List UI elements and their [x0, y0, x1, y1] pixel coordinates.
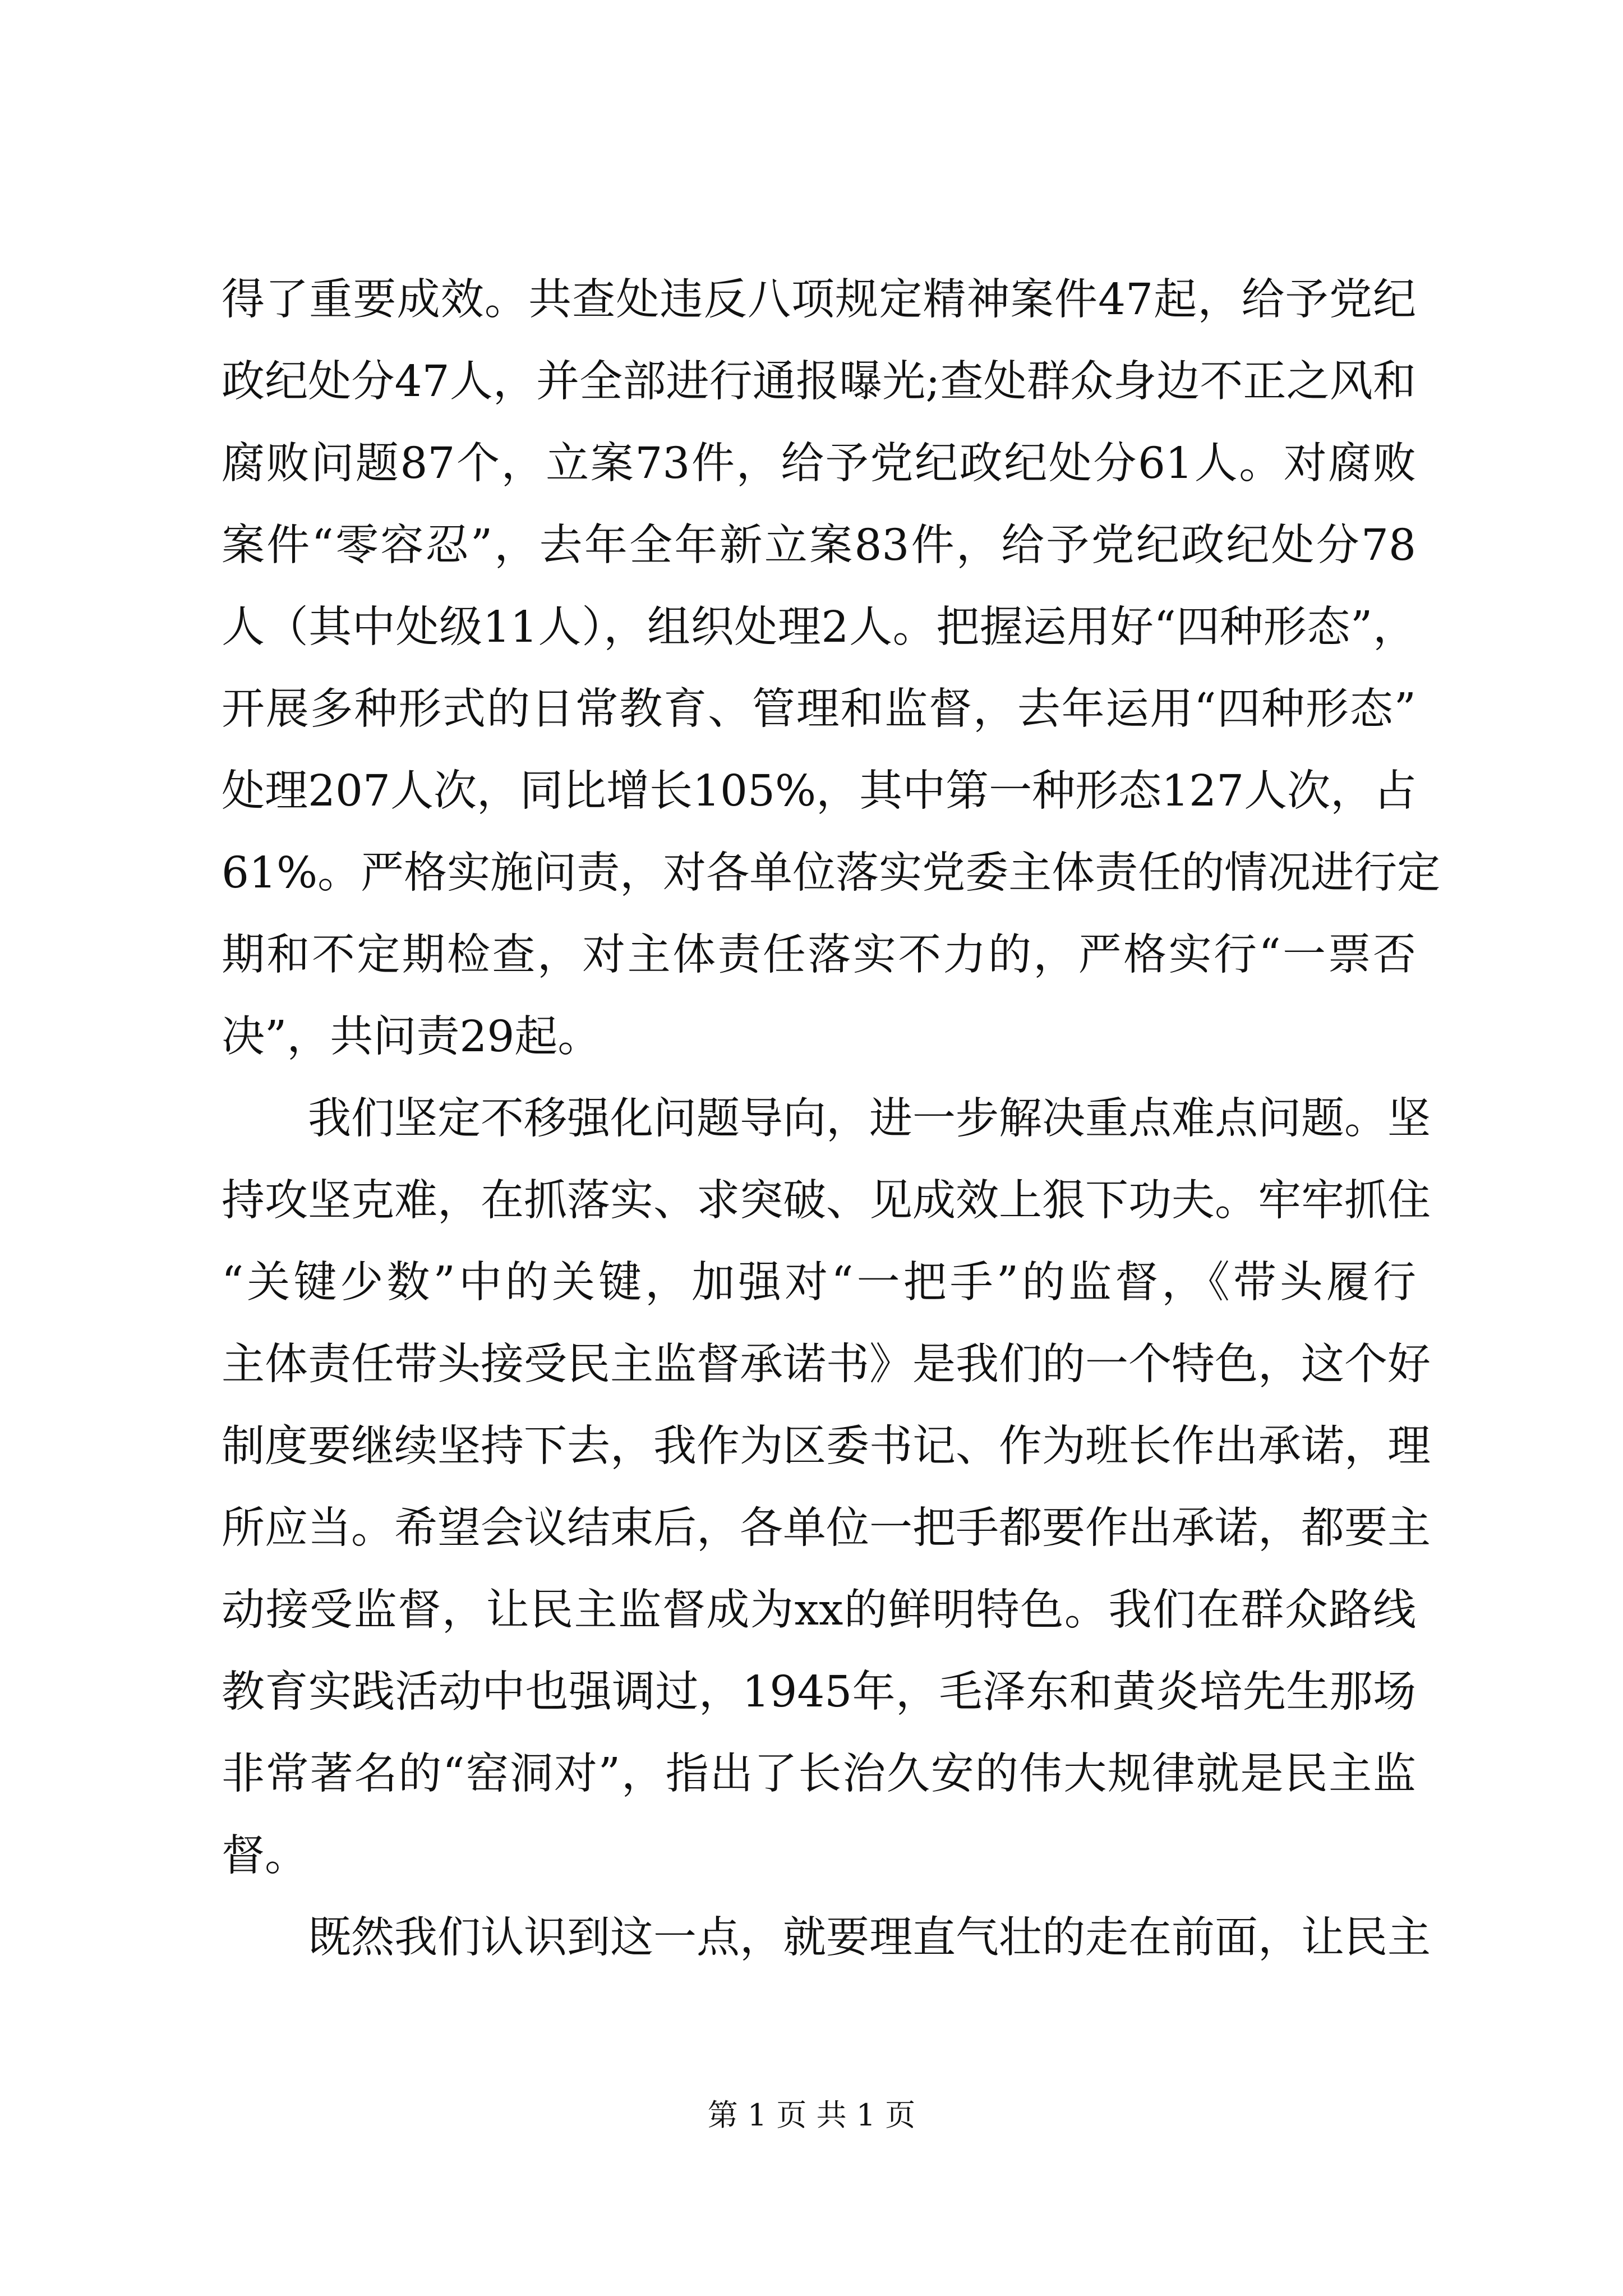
text-line: 动接受监督，让民主监督成为xx的鲜明特色。我们在群众路线: [222, 1585, 1416, 1635]
text-line: “关键少数”中的关键，加强对“一把手”的监督，《带头履行: [222, 1258, 1416, 1308]
text-line: 非常著名的“窑洞对”，指出了长治久安的伟大规律就是民主监: [222, 1749, 1416, 1799]
text-line: 61%。严格实施问责，对各单位落实党委主体责任的情况进行定: [222, 848, 1441, 898]
document-body: [222, 259, 1441, 1979]
text-line: 期和不定期检查，对主体责任落实不力的，严格实行“一票否: [222, 930, 1416, 980]
text-line: 处理207人次，同比增长105%，其中第一种形态127人次，占: [222, 766, 1417, 816]
text-line: 持攻坚克难，在抓落实、求突破、见成效上狠下功夫。牢牢抓住: [222, 1176, 1431, 1226]
text-line: 主体责任带头接受民主监督承诺书》是我们的一个特色，这个好: [222, 1340, 1431, 1389]
text-line: 腐败问题87个，立案73件，给予党纪政纪处分61人。对腐败: [222, 439, 1416, 489]
text-line: 教育实践活动中也强调过，1945年，毛泽东和黄炎培先生那场: [222, 1667, 1416, 1717]
text-line: 督。: [222, 1831, 308, 1881]
text-line: 决”，共问责29起。: [222, 1012, 601, 1062]
text-line: 人（其中处级11人），组织处理2人。把握运用好“四种形态”，: [222, 602, 1416, 652]
text-line: 制度要继续坚持下去，我作为区委书记、作为班长作出承诺，理: [222, 1421, 1431, 1471]
text-line: 所应当。希望会议结束后，各单位一把手都要作出承诺，都要主: [222, 1503, 1431, 1553]
text-line: 我们坚定不移强化问题导向，进一步解决重点难点问题。坚: [308, 1094, 1431, 1144]
text-line: 开展多种形式的日常教育、管理和监督，去年运用“四种形态”: [222, 684, 1416, 734]
text-line: 案件“零容忍”，去年全年新立案83件，给予党纪政纪处分78: [222, 521, 1416, 570]
page-footer: [0, 2096, 1623, 2135]
text-line: 政纪处分47人，并全部进行通报曝光;查处群众身边不正之风和: [222, 357, 1416, 407]
page-number: 第 1 页 共 1 页: [707, 2097, 916, 2133]
text-line: 得了重要成效。共查处违反八项规定精神案件47起，给予党纪: [222, 275, 1416, 325]
text-line: 既然我们认识到这一点，就要理直气壮的走在前面，让民主: [308, 1913, 1431, 1963]
